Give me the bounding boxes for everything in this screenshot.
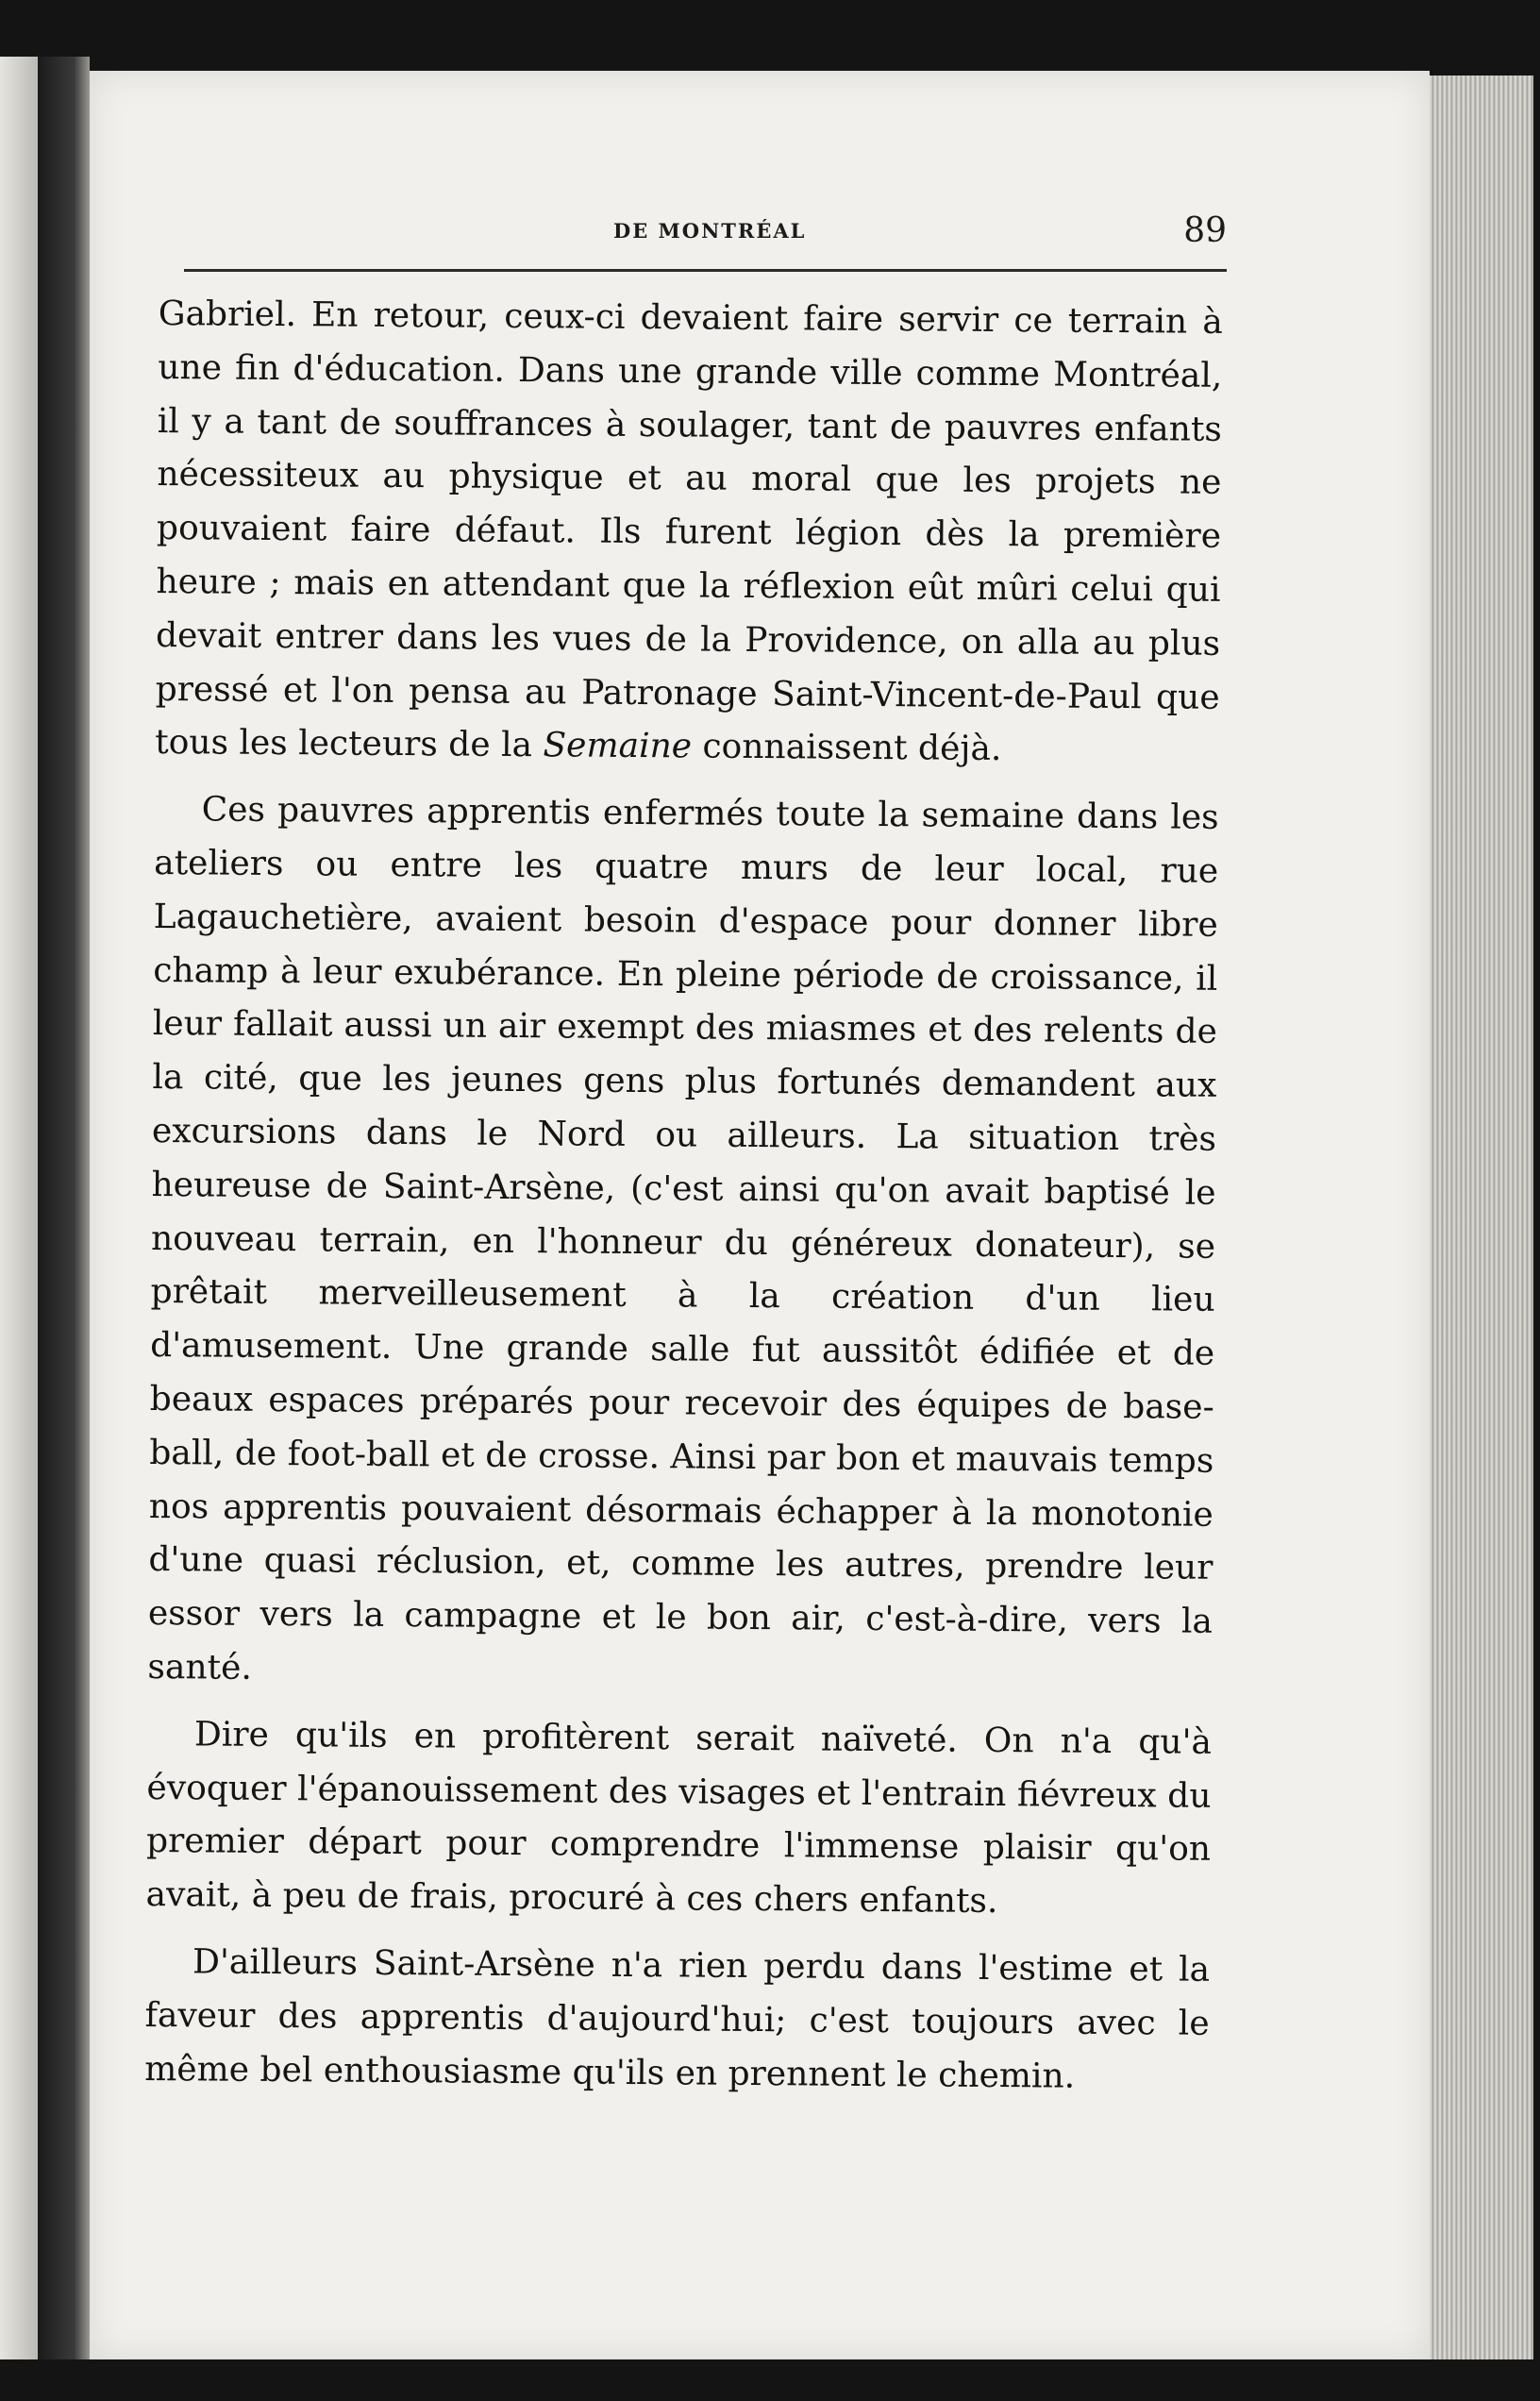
running-head-title: DE MONTRÉAL (613, 219, 807, 243)
page-number: 89 (1183, 211, 1227, 250)
body-text (144, 288, 1223, 2118)
paragraph-1-text-a: Gabriel. En retour, ceux-ci devaient faire servir ce terrain à une fin d'éducation. Dans une grande ville comme Montréal, il y a tant de souffrances à soulager, tant de pauvres enfants nécessiteux au physique et au moral que les projets ne pouvaient faire défaut. Ils furent légion dès la première heure ; mais en attendant que la réflexion eût mûri celui qui devait entrer dans les vues de la Providence, on alla au plus pressé et l'on pensa au Patronage Saint-Vincent-de-Paul que tous les lecteurs de la (155, 294, 1223, 765)
paragraph-3: Dire qu'ils en profitèrent serait naïveté. On n'a qu'à évoquer l'épanouissement des visages et l'entrain fiévreux du premier départ pour comprendre l'immense plaisir qu'on avait, à peu de frais, procuré à ces chers enfants. (145, 1715, 1213, 1922)
book-gutter (38, 57, 90, 2359)
running-head (90, 132, 1227, 274)
paragraph-1-italic: Semaine (543, 726, 693, 766)
paragraph-2: Ces pauvres apprentis enfermés toute la semaine dans les ateliers ou entre les quatre murs de leur local, rue Lagauchetière, avaient besoin d'espace pour donner libre champ à leur exubérance. En pleine période de croissance, il leur fallait aussi un air exempt des miasmes et des relents de la cité, que les jeunes gens plus fortunés demandent aux excursions dans le Nord ou ailleurs. La situation très heureuse de Saint-Arsène, (c'est ainsi qu'on avait baptisé le nouveau terrain, en l'honneur du généreux donateur), se prêtait merveilleusement à la création d'un lieu d'amusement. Une grande salle fut aussitôt édifiée et de beaux espaces préparés pour recevoir des équipes de base-ball, de foot-ball et de crosse. Ainsi par bon et mauvais temps nos apprentis pouvaient désormais échapper à la monotonie d'une quasi réclusion, et, comme les autres, prendre leur essor vers la campagne et le bon air, c'est-à-dire, vers la santé. (147, 790, 1219, 1687)
page-stack-edge (1430, 76, 1533, 2359)
paragraph-1-text-b: connaissent déjà. (691, 727, 1002, 769)
paragraph-4: D'ailleurs Saint-Arsène n'a rien perdu dans l'estime et la faveur des apprentis d'aujourd'hui; c'est toujours avec le même bel enthousiasme qu'ils en prennent le chemin. (144, 1942, 1211, 2096)
paragraph-1 (155, 288, 1223, 779)
facing-page-edge (0, 57, 38, 2359)
header-rule (184, 269, 1227, 272)
